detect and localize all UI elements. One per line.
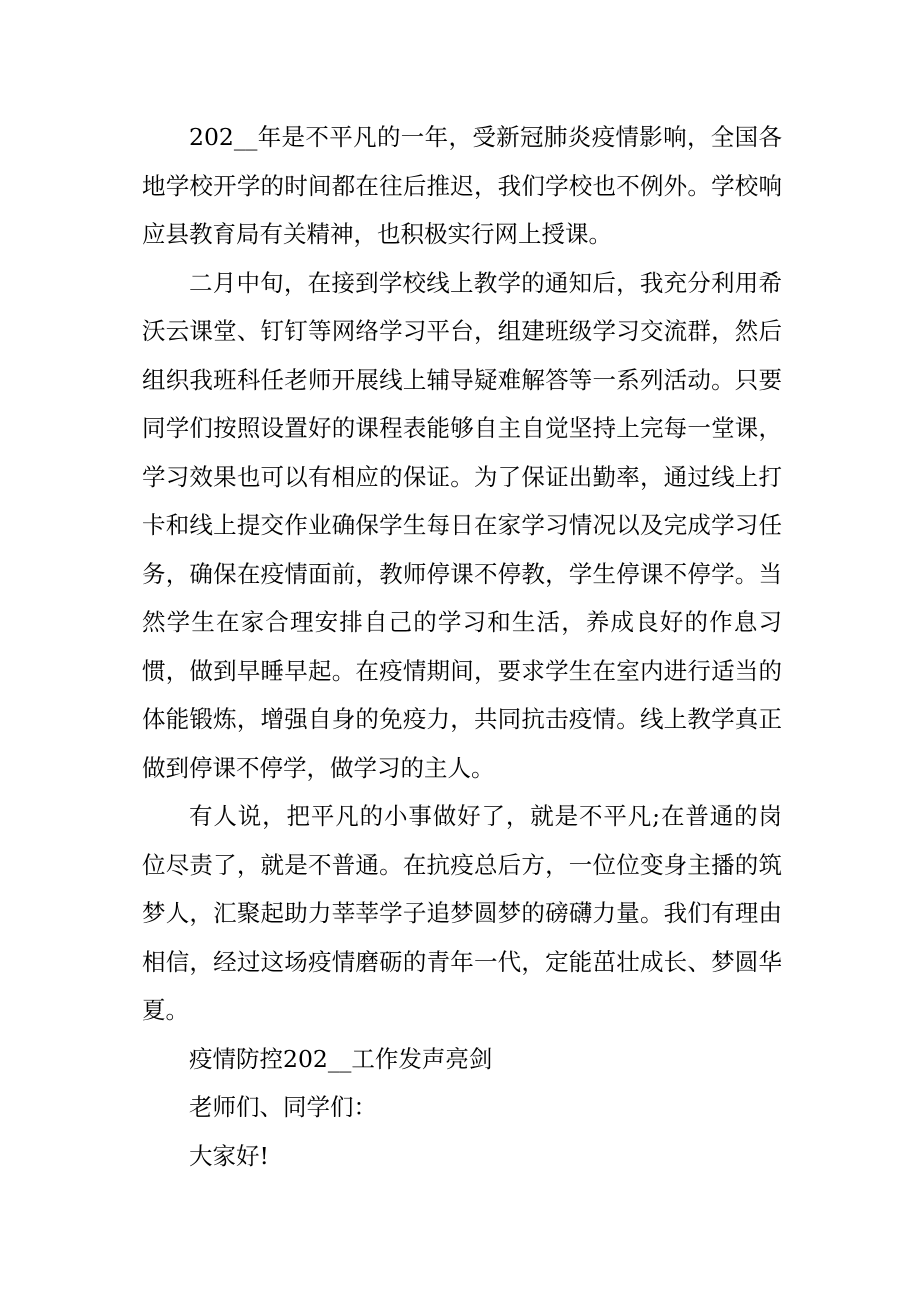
speech-title: 疫情防控202__工作发声亮剑 <box>189 1044 493 1073</box>
paragraph-ordinary-heroes: 有人说，把平凡的小事做好了，就是不平凡;在普通的岗位尽责了，就是不普通。在抗疫总后方，一位位变身主播的筑梦人，汇聚起助力莘莘学子追梦圆梦的磅礴力量。我们有理由相信，经过这场疫情磨砺的青年一代，定能茁壮成长、梦圆华夏。 <box>142 802 782 1024</box>
paragraph-online-teaching: 二月中旬，在接到学校线上教学的通知后，我充分利用希沃云课堂、钉钉等网络学习平台，组建班级学习交流群，然后组织我班科任老师开展线上辅导疑难解答等一系列活动。只要同学们按照设置好的课程表能够自主自觉坚持上完每一堂课，学习效果也可以有相应的保证。为了保证出勤率，通过线上打卡和线上提交作业确保学生每日在家学习情况以及完成学习任务，确保在疫情面前，教师停课不停教，学生停课不停学。当然学生在家合理安排自己的学习和生活，养成良好的作息习惯，做到早睡早起。在疫情期间，要求学生在室内进行适当的体能锻炼，增强自身的免疫力，共同抗击疫情。线上教学真正做到停课不停学，做学习的主人。 <box>142 268 782 782</box>
speech-greeting: 大家好! <box>189 1141 269 1170</box>
document-page <box>142 113 782 1180</box>
speech-salutation: 老师们、同学们： <box>189 1093 377 1121</box>
paragraph-intro: 202__年是不平凡的一年，受新冠肺炎疫情影响，全国各地学校开学的时间都在往后推迟，我们学校也不例外。学校响应县教育局有关精神，也积极实行网上授课。 <box>142 123 782 248</box>
